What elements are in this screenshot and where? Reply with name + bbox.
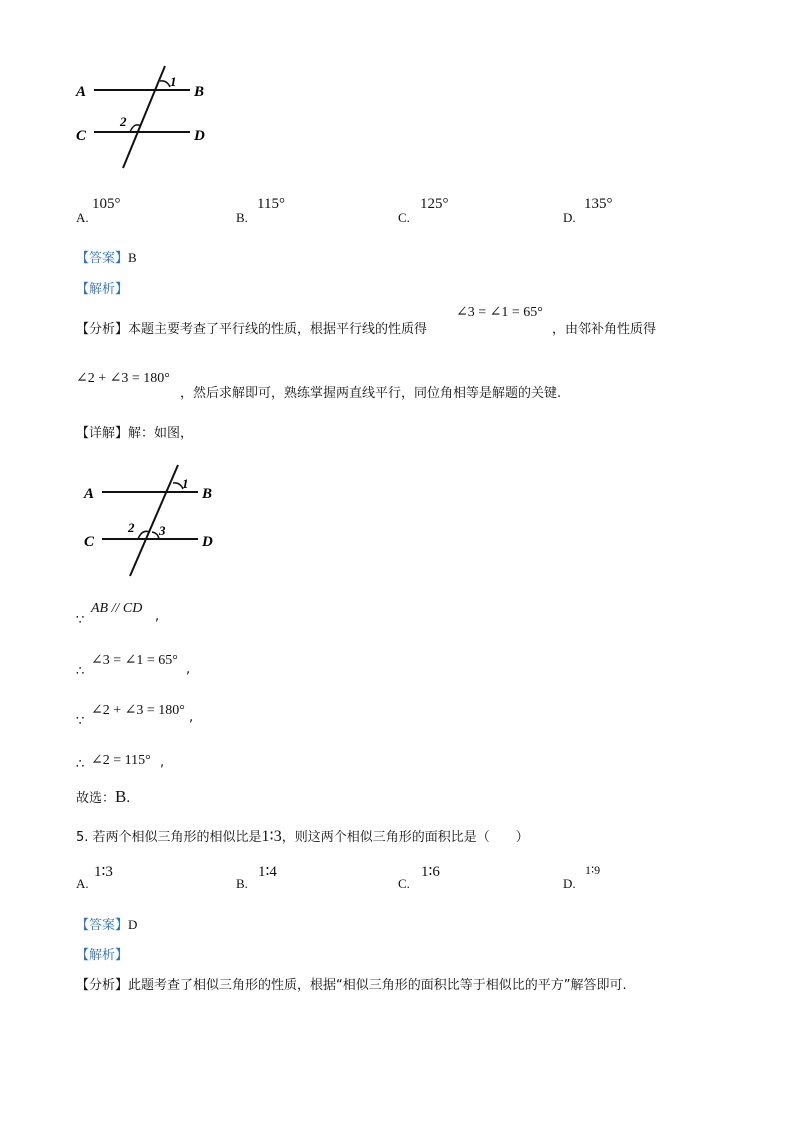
q4-step-3-math: ∠2 + ∠3 = 180° xyxy=(91,703,185,718)
q4-step-3-symbol: ∵ xyxy=(76,714,85,729)
label-d: D xyxy=(194,128,205,144)
q4-step-2-math: ∠3 = ∠1 = 65° xyxy=(91,653,178,668)
label-angle-2: 2 xyxy=(128,520,135,535)
q5-option-b-value: 1∶4 xyxy=(258,864,277,880)
q4-option-c-letter[interactable]: C. xyxy=(398,210,410,225)
q5-answer-value: D xyxy=(128,917,138,932)
label-c: C xyxy=(76,128,87,144)
q4-fenxi-math-1: ∠3 = ∠1 = 65° xyxy=(456,305,543,320)
q5-fenxi-tag: 【分析】 xyxy=(76,978,129,993)
q4-fenxi-math-2: ∠2 + ∠3 = 180° xyxy=(76,371,170,386)
q4-choose-punct: . xyxy=(126,790,131,806)
q5-option-d-value: 1∶9 xyxy=(585,863,601,877)
q4-answer-value: B xyxy=(128,250,137,265)
q4-option-a-letter[interactable]: A. xyxy=(76,210,89,225)
q5-analysis-tag: 【解析】 xyxy=(76,948,129,963)
q5-fenxi-line xyxy=(76,974,627,993)
q5-option-b-letter[interactable]: B. xyxy=(236,876,248,891)
q4-step-1-punct: , xyxy=(155,609,160,624)
q4-step-2-symbol: ∴ xyxy=(76,664,85,679)
q4-choose-text: 故选： xyxy=(76,791,116,806)
q5-option-c-letter[interactable]: C. xyxy=(398,876,410,891)
q4-choose-line xyxy=(76,787,130,807)
q4-option-c-value: 125° xyxy=(420,196,449,212)
angle-1-arc xyxy=(160,81,170,87)
q5-option-c-value: 1∶6 xyxy=(421,864,440,880)
q4-option-b-value: 115° xyxy=(257,196,285,212)
q4-step-4-symbol: ∴ xyxy=(76,757,85,772)
q5-option-a-value: 1∶3 xyxy=(94,864,113,880)
angle-3-arc xyxy=(152,532,159,539)
q4-step-4-punct: , xyxy=(160,755,165,770)
q4-answer-line xyxy=(76,247,137,266)
q4-option-d-value: 135° xyxy=(584,196,613,212)
q4-step-2-punct: , xyxy=(186,662,191,677)
q4-step-3-punct: , xyxy=(189,710,194,725)
q4-option-a-value: 105° xyxy=(92,196,121,212)
q4-step-4-math: ∠2 = 115° xyxy=(91,753,151,768)
q5-option-a-letter[interactable]: A. xyxy=(76,876,89,891)
q4-choose-value: B xyxy=(115,787,127,806)
q4-fenxi-line-1 xyxy=(76,318,427,337)
label-d: D xyxy=(202,534,213,550)
q5-stem-suffix: ，则这两个相似三角形的面积比是（ ） xyxy=(281,830,529,845)
q5-stem-prefix: 5. 若两个相似三角形的相似比是 xyxy=(76,830,262,845)
q4-answer-tag: 【答案】 xyxy=(76,251,129,266)
label-angle-3: 3 xyxy=(159,523,166,538)
q5-option-d-letter[interactable]: D. xyxy=(563,876,576,891)
parallel-lines-figure-1 xyxy=(70,60,230,175)
q5-stem xyxy=(76,826,529,846)
q5-answer-line xyxy=(76,914,137,933)
q4-option-d-letter[interactable]: D. xyxy=(563,210,576,225)
label-a: A xyxy=(76,84,87,100)
q4-detail-tag: 【详解】 xyxy=(76,426,129,441)
q4-fenxi-text-1: 本题主要考查了平行线的性质，根据平行线的性质得 xyxy=(128,322,428,337)
q4-step-1-symbol: ∵ xyxy=(76,613,85,628)
q5-answer-tag: 【答案】 xyxy=(76,918,129,933)
label-a: A xyxy=(84,486,95,502)
q5-fenxi-text: 此题考查了相似三角形的性质，根据“相似三角形的面积比等于相似比的平方”解答即可. xyxy=(128,978,627,993)
transversal xyxy=(130,465,178,576)
label-angle-1: 1 xyxy=(182,476,189,491)
label-c: C xyxy=(84,534,95,550)
q4-fenxi-text-2: ，由邻补角性质得 xyxy=(552,322,657,337)
label-angle-1: 1 xyxy=(170,74,177,89)
q4-step-1-math: AB // CD xyxy=(91,601,143,616)
q4-detail-line xyxy=(76,422,193,441)
q4-fenxi-text-3: ，然后求解即可，熟练掌握两直线平行，同位角相等是解题的关键. xyxy=(180,386,562,401)
q5-stem-ratio: 1∶3 xyxy=(261,828,282,845)
q4-detail-text: 解：如图， xyxy=(128,426,194,441)
q4-option-b-letter[interactable]: B. xyxy=(236,210,248,225)
q4-fenxi-tag: 【分析】 xyxy=(76,322,129,337)
label-b: B xyxy=(202,486,213,502)
q4-analysis-tag: 【解析】 xyxy=(76,282,129,297)
parallel-lines-figure-2 xyxy=(80,460,240,580)
label-b: B xyxy=(194,84,205,100)
transversal xyxy=(123,66,165,168)
label-angle-2: 2 xyxy=(120,114,127,129)
